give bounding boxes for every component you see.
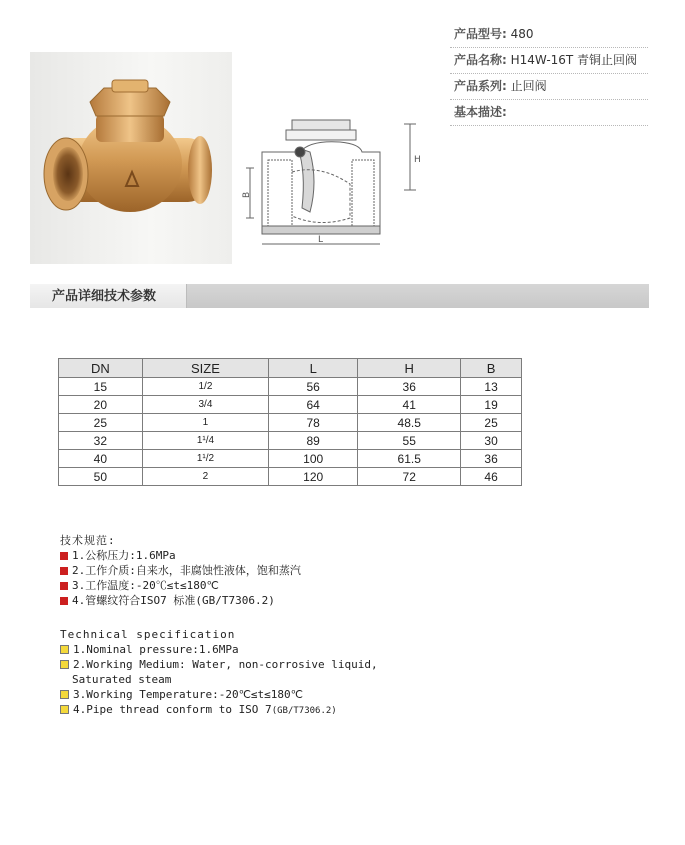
list-item-text: 3.Working Temperature:-20℃≤t≤180℃ <box>73 688 304 701</box>
table-cell: 89 <box>269 432 358 450</box>
table-cell: 3/4 <box>142 396 269 414</box>
list-item <box>60 702 378 717</box>
info-row-name <box>450 48 648 74</box>
column-header: DN <box>59 359 143 378</box>
table-row <box>59 432 522 450</box>
dim-l-label: L <box>318 235 324 245</box>
technical-drawing <box>240 112 430 252</box>
list-item-text: 3.工作温度:-20℃≤t≤180℃ <box>72 579 219 592</box>
info-value: 480 <box>510 27 534 41</box>
table-cell: 1¹/4 <box>142 432 269 450</box>
table-cell: 20 <box>59 396 143 414</box>
valve-photo-graphic <box>30 52 232 264</box>
table-cell: 1¹/2 <box>142 450 269 468</box>
table-cell: 19 <box>461 396 522 414</box>
yellow-square-bullet-icon <box>60 660 69 669</box>
red-square-bullet-icon <box>60 582 68 590</box>
table-cell: 32 <box>59 432 143 450</box>
table-cell: 36 <box>461 450 522 468</box>
table-cell: 25 <box>461 414 522 432</box>
red-square-bullet-icon <box>60 567 68 575</box>
table-cell: 40 <box>59 450 143 468</box>
section-header-bar <box>30 284 649 308</box>
red-square-bullet-icon <box>60 552 68 560</box>
list-item-standard: (GB/T7306.2) <box>271 706 337 716</box>
list-item-text: 4.Pipe thread conform to ISO 7 <box>73 703 272 716</box>
table-cell: 50 <box>59 468 143 486</box>
list-item <box>60 563 301 578</box>
info-label: 产品型号: <box>454 27 507 41</box>
info-row-series <box>450 74 648 100</box>
table-header-row <box>59 359 522 378</box>
list-item <box>60 578 301 593</box>
table-row <box>59 414 522 432</box>
list-item-text: 2.工作介质:自来水，非腐蚀性液体，饱和蒸汽 <box>72 564 301 577</box>
info-label: 产品名称: <box>454 53 507 67</box>
spec-table <box>58 358 522 486</box>
cross-section-diagram <box>240 112 430 252</box>
column-header: L <box>269 359 358 378</box>
column-header: H <box>358 359 461 378</box>
tech-spec-cn-title: 技术规范: <box>60 534 116 547</box>
table-row <box>59 468 522 486</box>
table-cell: 30 <box>461 432 522 450</box>
section-title: 产品详细技术参数 <box>30 284 187 308</box>
table-cell: 2 <box>142 468 269 486</box>
table-cell: 56 <box>269 378 358 396</box>
table-cell: 78 <box>269 414 358 432</box>
table-cell: 120 <box>269 468 358 486</box>
table-cell: 15 <box>59 378 143 396</box>
list-item <box>60 687 378 702</box>
list-item <box>60 657 378 672</box>
list-item <box>60 548 301 563</box>
table-row <box>59 378 522 396</box>
info-value: H14W-16T 青铜止回阀 <box>510 53 638 67</box>
info-value: 止回阀 <box>510 79 547 93</box>
column-header: SIZE <box>142 359 269 378</box>
list-item-text: 4.管螺纹符合ISO7 标准(GB/T7306.2) <box>72 594 275 607</box>
dim-h-label: H <box>414 155 421 165</box>
table-row <box>59 450 522 468</box>
list-item-text: 1.Nominal pressure:1.6MPa <box>73 643 239 656</box>
info-row-description <box>450 100 648 126</box>
table-cell: 1 <box>142 414 269 432</box>
product-info <box>450 22 648 126</box>
table-cell: 100 <box>269 450 358 468</box>
table-cell: 41 <box>358 396 461 414</box>
list-item <box>60 642 378 657</box>
table-cell: 48.5 <box>358 414 461 432</box>
table-cell: 1/2 <box>142 378 269 396</box>
tech-spec-cn <box>60 533 301 608</box>
dim-b-label: B <box>242 191 252 198</box>
info-label: 产品系列: <box>454 79 507 93</box>
table-cell: 25 <box>59 414 143 432</box>
list-item <box>60 593 301 608</box>
table-cell: 72 <box>358 468 461 486</box>
yellow-square-bullet-icon <box>60 690 69 699</box>
table-row <box>59 396 522 414</box>
list-item-text: 1.公称压力:1.6MPa <box>72 549 176 562</box>
list-item-continuation: Saturated steam <box>72 673 172 686</box>
table-cell: 13 <box>461 378 522 396</box>
yellow-square-bullet-icon <box>60 705 69 714</box>
table-cell: 61.5 <box>358 450 461 468</box>
tech-spec-en <box>60 627 378 717</box>
table-cell: 55 <box>358 432 461 450</box>
yellow-square-bullet-icon <box>60 645 69 654</box>
product-photo <box>30 52 232 264</box>
list-item-text: 2.Working Medium: Water, non-corrosive liquid, <box>73 658 378 671</box>
info-label: 基本描述: <box>454 105 507 119</box>
table-cell: 46 <box>461 468 522 486</box>
table-cell: 64 <box>269 396 358 414</box>
info-row-model <box>450 22 648 48</box>
tech-spec-en-title: Technical specification <box>60 628 236 641</box>
column-header: B <box>461 359 522 378</box>
table-cell: 36 <box>358 378 461 396</box>
red-square-bullet-icon <box>60 597 68 605</box>
